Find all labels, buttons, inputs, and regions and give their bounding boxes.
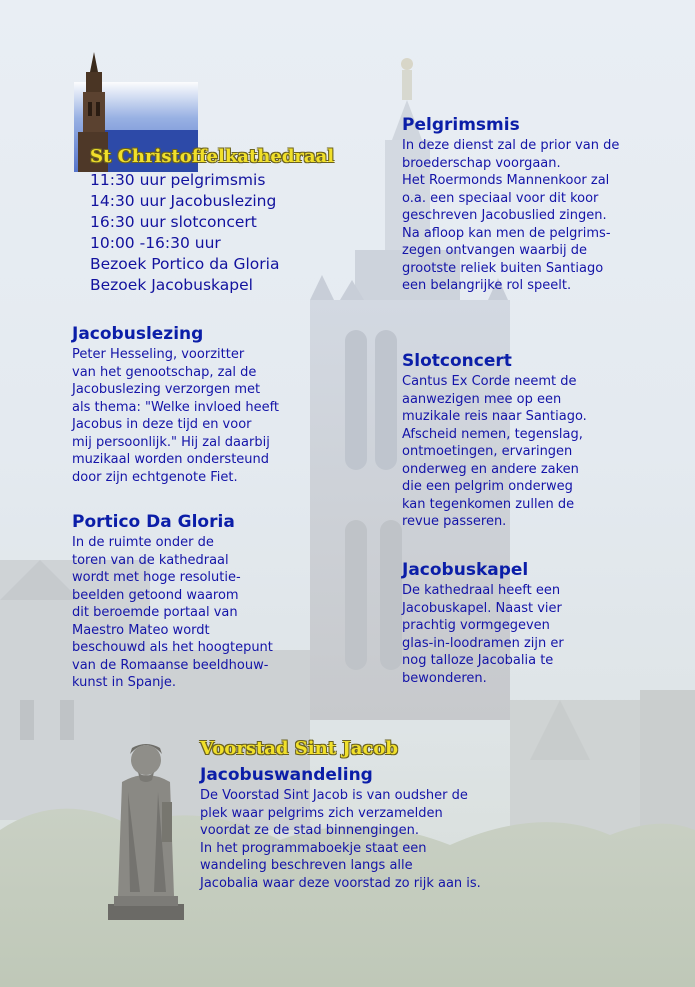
text-line: De kathedraal heeft een [402, 583, 561, 598]
text-line: een belangrijke rol speelt. [402, 278, 572, 293]
jacobuslezing-heading: Jacobuslezing [72, 324, 204, 344]
text-line: Jacobalia waar deze voorstad zo rijk aan is. [200, 875, 481, 891]
slotconcert-heading: Slotconcert [402, 351, 512, 371]
text-line: mij persoonlijk." Hij zal daarbij [72, 434, 270, 450]
text-line: Het Roermonds Mannenkoor zal [402, 173, 610, 188]
text-line: onderweg en andere zaken [402, 461, 579, 477]
text-line: toren van de kathedraal [72, 552, 229, 568]
text-line: Afscheid nemen, tegenslag, [402, 426, 583, 442]
kathedraal-section [90, 146, 370, 296]
text-line: In de ruimte onder de [72, 535, 214, 550]
text-line: prachtig vormgegeven [402, 618, 550, 633]
text-line: Cantus Ex Corde neemt de [402, 374, 577, 389]
text-line: Maestro Mateo wordt [72, 622, 210, 638]
text-line: nog talloze Jacobalia te [402, 653, 554, 668]
text-line: geschreven Jacobuslied zingen. [402, 208, 607, 223]
text-line: voordat ze de stad binnengingen. [200, 823, 420, 838]
schedule-line: 11:30 uur pelgrimsmis [90, 171, 266, 189]
voorstad-title: Voorstad Sint Jacob [200, 738, 399, 759]
text-line: van de Romaanse beeldhouw- [72, 657, 269, 673]
text-line: beelden getoond waarom [72, 587, 239, 603]
portico-heading: Portico Da Gloria [72, 512, 235, 532]
jacobuskapel-section [402, 560, 662, 687]
voorstad-section [200, 738, 540, 892]
text-line: o.a. een speciaal voor dit koor [402, 190, 599, 206]
schedule-line: 10:00 -16:30 uur [90, 234, 221, 252]
pelgrimsmis-heading: Pelgrimsmis [402, 115, 520, 135]
text-line: beschouwd als het hoogtepunt [72, 640, 273, 655]
text-line: door zijn echtgenote Fiet. [72, 469, 238, 485]
text-line: Jacobus in deze tijd en voor [72, 417, 252, 432]
text-line: Peter Hesseling, voorzitter [72, 347, 245, 362]
text-line: zegen ontvangen waarbij de [402, 243, 588, 258]
text-line: wordt met hoge resolutie- [72, 570, 241, 585]
text-line: muzikaal worden ondersteund [72, 452, 270, 467]
text-line: muzikale reis naar Santiago. [402, 409, 587, 424]
pelgrimsmis-section [402, 115, 672, 295]
text-line: De Voorstad Sint Jacob is van oudsher de [200, 788, 468, 803]
text-line: grootste reliek buiten Santiago [402, 260, 604, 276]
jacobuslezing-section [72, 324, 312, 486]
jacobuskapel-heading: Jacobuskapel [402, 560, 529, 580]
text-line: als thema: "Welke invloed heeft [72, 399, 280, 415]
jacobuswandeling-heading: Jacobuswandeling [200, 765, 373, 785]
schedule-line: 16:30 uur slotconcert [90, 213, 257, 231]
text-line: revue passeren. [402, 514, 507, 529]
text-line: van het genootschap, zal de [72, 364, 257, 380]
text-line: glas-in-loodramen zijn er [402, 635, 564, 651]
schedule-line: 14:30 uur Jacobuslezing [90, 192, 277, 210]
text-line: Jacobuslezing verzorgen met [72, 382, 261, 397]
text-line: In het programmaboekje staat een [200, 840, 427, 856]
text-line: kan tegenkomen zullen de [402, 496, 575, 512]
portico-section [72, 512, 312, 692]
text-line: die een pelgrim onderweg [402, 479, 573, 494]
schedule-line: Bezoek Jacobuskapel [90, 276, 253, 294]
slotconcert-section [402, 351, 662, 531]
text-line: bewonderen. [402, 670, 487, 686]
text-line: dit beroemde portaal van [72, 605, 238, 620]
text-line: kunst in Spanje. [72, 675, 177, 690]
text-line: aanwezigen mee op een [402, 391, 562, 407]
pilgrim-statue-photo [100, 732, 192, 920]
text-line: Jacobuskapel. Naast vier [402, 600, 562, 616]
text-line: ontmoetingen, ervaringen [402, 444, 573, 459]
kathedraal-title: St Christoffelkathedraal [90, 146, 335, 167]
text-line: plek waar pelgrims zich verzamelden [200, 805, 443, 821]
text-line: In deze dienst zal de prior van de [402, 138, 620, 153]
schedule-line: Bezoek Portico da Gloria [90, 255, 280, 273]
text-line: Na afloop kan men de pelgrims- [402, 225, 611, 241]
text-line: broederschap voorgaan. [402, 155, 561, 171]
text-line: wandeling beschreven langs alle [200, 858, 413, 873]
